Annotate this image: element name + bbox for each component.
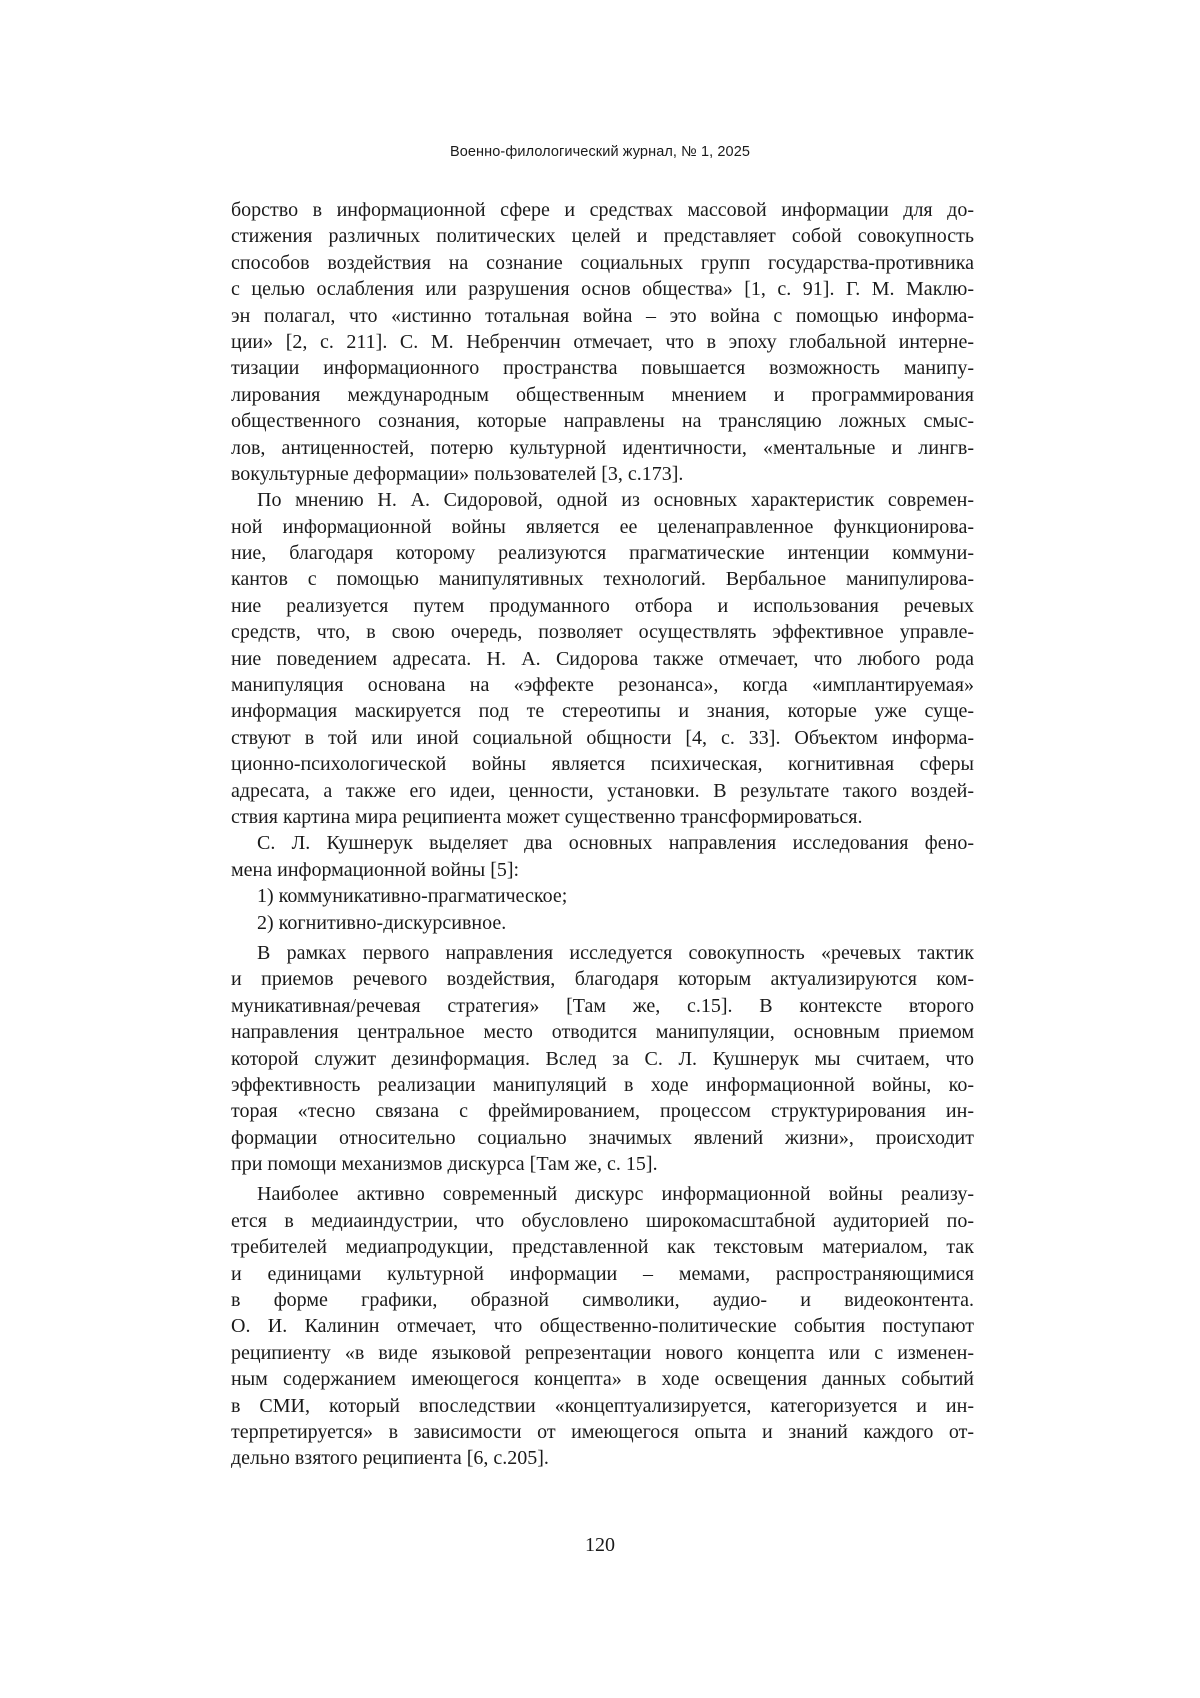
text-line: требителей медиапродукции, представленной как текстовым материалом, так [231,1236,974,1259]
text-line: в форме графики, образной символики, аудио- и видеоконтента. [231,1289,974,1312]
text-line: лов, антиценностей, потерю культурной идентичности, «ментальные и лингв- [231,436,974,459]
text-line: при помощи механизмов дискурса [Там же, с. 15]. [231,1153,658,1176]
text-line: 1) коммуникативно-прагматическое; [257,885,568,908]
paragraph [231,1181,974,1471]
paragraph [231,910,974,936]
text-line: ние поведением адресата. Н. А. Сидорова также отмечает, что любого рода [231,647,974,670]
text-line: 2) когнитивно-дискурсивное. [257,911,507,934]
text-line: В рамках первого направления исследуется совокупность «речевых тактик [257,941,974,964]
text-line: реципиенту «в виде языковой репрезентации нового концепта или с изменен- [231,1341,974,1364]
text-line: ние, благодаря которому реализуются прагматические интенции коммуни- [231,542,974,565]
text-line: ется в медиаиндустрии, что обусловлено широкомасштабной аудиторией по- [231,1209,974,1232]
text-line: стижения различных политических целей и представляет собой совокупность [231,225,974,248]
text-line: формации относительно социально значимых явлений жизни», происходит [231,1126,974,1149]
page-number: 120 [585,1534,615,1556]
text-line: и единицами культурной информации – мемами, распространяющимися [231,1262,974,1285]
text-line: которой служит дезинформация. Вслед за С. Л. Кушнерук мы считаем, что [231,1047,974,1070]
text-line: борство в информационной сфере и средствах массовой информации для до- [231,199,974,221]
text-line: По мнению Н. А. Сидоровой, одной из основных характеристик современ- [257,489,974,512]
text-line: С. Л. Кушнерук выделяет два основных направления исследования фено- [257,832,974,855]
paragraph [231,487,974,830]
text-line: Наиболее активно современный дискурс информационной войны реализу- [257,1183,974,1206]
text-line: эн полагал, что «истинно тотальная война – это война с помощью информа- [231,304,974,327]
text-line: и приемов речевого воздействия, благодаря которым актуализируются ком- [231,968,974,991]
text-line: информация маскируется под те стереотипы и знания, которые уже суще- [231,700,974,723]
text-line: адресата, а также его идеи, ценности, установки. В результате такого воздей- [231,779,974,802]
text-line: с целью ослабления или разрушения основ общества» [1, с. 91]. Г. М. Маклю- [231,278,974,301]
text-line: направления центральное место отводится манипуляции, основным приемом [231,1021,974,1044]
text-line: ным содержанием имеющегося концепта» в ходе освещения данных событий [231,1368,974,1391]
text-line: ционно-психологической войны является психическая, когнитивная сферы [231,753,974,776]
article-body [231,197,974,1472]
text-line: лирования международным общественным мнением и программирования [231,383,974,406]
paragraph [231,883,974,909]
text-line: мена информационной войны [5]: [231,858,520,881]
text-line: муникативная/речевая стратегия» [Там же, с.15]. В контексте второго [231,994,974,1017]
text-line: ции» [2, с. 211]. С. М. Небренчин отмечает, что в эпоху глобальной интерне- [231,330,974,353]
text-line: способов воздействия на сознание социальных групп государства-противника [231,251,974,274]
text-line: ствия картина мира реципиента может существенно трансформироваться. [231,805,863,828]
text-line: кантов с помощью манипулятивных технологий. Вербальное манипулирова- [231,568,974,591]
text-line: О. И. Калинин отмечает, что общественно-политические события поступают [231,1315,974,1338]
text-line: эффективность реализации манипуляций в ходе информационной войны, ко- [231,1073,974,1096]
text-line: ствуют в той или иной социальной общности [4, с. 33]. Объектом информа- [231,726,974,749]
paragraph [231,197,974,487]
text-line: ние реализуется путем продуманного отбора и использования речевых [231,594,974,617]
running-header: Военно-филологический журнал, № 1, 2025 [449,144,751,160]
text-line: терпретируется» в зависимости от имеющегося опыта и знаний каждого от- [231,1420,974,1443]
text-line: общественного сознания, которые направлены на трансляцию ложных смыс- [231,410,974,433]
paragraph [231,940,974,1178]
paragraph [231,830,974,883]
text-line: манипуляция основана на «эффекте резонанса», когда «имплантируемая» [231,674,974,697]
text-line: вокультурные деформации» пользователей [3, с.173]. [231,462,684,485]
text-line: ной информационной войны является ее целенаправленное функционирова- [231,515,974,538]
text-line: торая «тесно связана с фреймированием, процессом структурирования ин- [231,1100,974,1123]
text-line: тизации информационного пространства повышается возможность манипу- [231,357,974,380]
text-line: в СМИ, который впоследствии «концептуализируется, категоризуется и ин- [231,1394,974,1417]
text-line: средств, что, в свою очередь, позволяет осуществлять эффективное управле- [231,621,974,644]
text-line: дельно взятого реципиента [6, с.205]. [231,1447,549,1470]
